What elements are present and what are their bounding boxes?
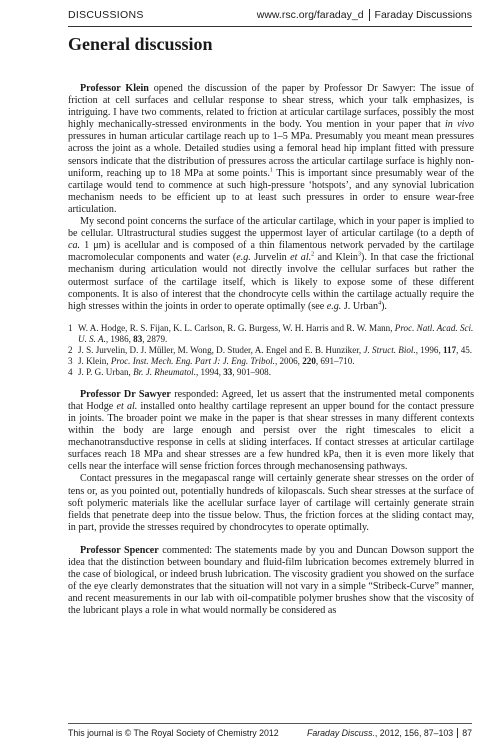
footnote-ref[interactable]: 4: [378, 300, 382, 307]
ref-pages: , 691–710.: [315, 355, 355, 366]
klein-paragraph-2: [68, 216, 474, 313]
footnote-ref[interactable]: 3: [357, 251, 361, 258]
ref-pages: , 901–908.: [232, 366, 271, 377]
running-footer: [68, 728, 472, 738]
reference-item: [68, 356, 474, 367]
journal-url[interactable]: www.rsc.org/faraday_d: [256, 9, 364, 21]
spencer-paragraph-1: [68, 545, 474, 618]
sawyer-paragraph-1: [68, 389, 474, 474]
reference-number: 3: [68, 355, 73, 366]
italic-run: e.g.: [236, 252, 251, 264]
ref-volume: 83: [133, 333, 143, 344]
italic-run: et al.: [116, 400, 138, 412]
ref-volume: 33: [223, 366, 233, 377]
ref-year: , 1996,: [415, 344, 444, 355]
reference-item: [68, 345, 474, 356]
text-run: pressures in human articular cartilage reach up to 1–5 MPa. Presumably you meant mean pressures across the joint as a whole. Detailed studies using a femoral head hip implant fitted with pressure sensors indicate that the distribution of pressures across the articular cartilage surface is highly non-uniform, reaching up to 18 MPa at some points.: [68, 131, 474, 179]
text-run: ). In that case the frictional mechanism during articulation would not directly involve the cellular surfaces but rather the outermost surface of the cartilage itself, which is likely to expose some of these different components. It is also of interest that the chondrocyte cells within the cartilage actually require the high stresses within the joints in order to operate optimally (see: [68, 252, 474, 312]
text-run: opened the discussion of the paper by Professor Dr Sawyer: The issue of friction at cell surfaces and cellular response to shear stress, which your talk emphasizes, is intriguing. I have two comments, related to friction at articular cartilage surfaces, possibly the most highly mechanically-stressed environments in the body. You mention in your paper that: [68, 83, 474, 131]
running-header: [68, 7, 472, 23]
footnote-ref[interactable]: 2: [311, 251, 315, 258]
text-run: My second point concerns the surface of the articular cartilage, which in your paper is implied to be cellular. Ultrastructural studies suggest the uppermost layer of articular cartilage (to a depth of: [68, 216, 474, 240]
journal-name: Faraday Discussions: [374, 9, 472, 21]
section-label: DISCUSSIONS: [68, 9, 144, 21]
text-run: This is important since presumably wear of the cartilage would tend to commence at such high-pressure ‘hotspots’, and any synovial lubrication mechanism needs to be efficient up to at least such pressures in order to ensure wear-free articulation.: [68, 167, 474, 215]
text-run: 1 μm) is acellular and is composed of a thin filamentous network pervaded by the cartilage macromolecular components and water (: [68, 240, 474, 264]
header-right: [257, 9, 472, 21]
citation-journal: Faraday Discuss.: [306, 728, 375, 738]
reference-item: [68, 367, 474, 378]
ref-year: , 2006,: [274, 355, 303, 366]
text-run: Jurvelin: [250, 252, 291, 264]
ref-authors: J. S. Jurvelin, D. J. Müller, M. Wong, D. Studer, A. Engel and E. B. Hunziker,: [78, 344, 364, 355]
page-title: General discussion: [68, 34, 213, 54]
page-number: 87: [462, 728, 472, 738]
italic-run: et al.: [290, 252, 312, 264]
ref-journal: Proc. Natl. Acad. Sci. U. S. A.: [78, 322, 474, 344]
italic-run: e.g.: [326, 300, 342, 312]
speaker-name: Professor Spencer: [80, 544, 159, 556]
footer-citation: [307, 728, 472, 738]
footer-rule: [68, 723, 472, 724]
reference-number: 4: [68, 366, 73, 377]
ref-authors: J. Klein,: [78, 355, 111, 366]
ref-volume: 220: [302, 355, 316, 366]
ref-pages: , 45.: [456, 344, 473, 355]
ref-pages: , 2879.: [142, 333, 168, 344]
sawyer-paragraph-2: Contact pressures in the megapascal range will certainly generate shear stresses on the order of tens or, as you pointed out, potentially hundreds of kilopascals. Such shear stresses at the surface of soft polymeric materials like the acellular surface layer of cartilage will certainly generate strain fields that penetrate deep into the tissue below. Thus, the friction forces at the sliding contact may, in part, provide the stresses required by chondrocytes to operate optimally.: [68, 473, 474, 533]
copyright-notice: This journal is © The Royal Society of Chemistry 2012: [68, 728, 279, 738]
text-run: ).: [381, 300, 387, 312]
text-run: and Klein: [314, 252, 358, 264]
ref-journal: Proc. Inst. Mech. Eng. Part J: J. Eng. Tribol.: [110, 355, 275, 366]
ref-authors: W. A. Hodge, R. S. Fijan, K. L. Carlson, R. G. Burgess, W. H. Harris and R. W. Mann,: [78, 322, 395, 333]
ref-authors: J. P. G. Urban,: [78, 366, 134, 377]
reference-item: [68, 323, 474, 345]
klein-paragraph-1: [68, 83, 474, 216]
text-run: commented: The statements made by you and Duncan Dowson support the idea that the distinction between boundary and fluid-film lubrication becomes extremely blurred in the case of biological, or indeed brush lubrication. The viscosity gradient you showed on the surface of the eye clearly demonstrates that the situation will not vary in a simple “Stribeck-Curve” manner, and recent measurements in our lab with oil-compatible polymer brushes show that the viscosity of the lubricant plays a role in what would normally be considered as: [68, 544, 474, 617]
reference-number: 2: [68, 344, 73, 355]
text-run: J. Urban: [341, 300, 379, 312]
reference-list: [68, 323, 474, 378]
text-run: responded: Agreed, let us assert that the instrumented metal components that Hodge: [68, 388, 474, 412]
footer-divider: [457, 728, 458, 738]
reference-number: 1: [68, 322, 73, 333]
ref-journal: J. Struct. Biol.: [363, 344, 416, 355]
article-body: [68, 83, 474, 617]
ref-year: , 1994,: [195, 366, 224, 377]
speaker-name: Professor Dr Sawyer: [80, 388, 171, 400]
ref-journal: Br. J. Rheumatol.: [133, 366, 196, 377]
footnote-ref[interactable]: 1: [269, 167, 273, 174]
text-run: installed onto healthy cartilage represent an upper bound for the contact pressure in joints. The broader point we make in the paper is that shear stresses in many different contexts within the body are large enough and persist over the right timescales to elicit a mechanotransductive response in cells at sliding interfaces. If contact stresses at articular cartilage surfaces reach 18 MPa and shear stresses are a few hundred kPa, then it is even more likely that cells near the interface will sense friction forces through mechanosensing pathways.: [68, 400, 475, 473]
ref-year: , 1986,: [105, 333, 134, 344]
italic-run: ca.: [68, 240, 81, 252]
citation-details: , 2012, 156, 87–103: [374, 728, 454, 738]
ref-volume: 117: [443, 344, 457, 355]
header-rule: [68, 26, 472, 27]
speaker-name: Professor Klein: [80, 83, 149, 94]
header-divider: [369, 9, 370, 21]
italic-run: in vivo: [445, 119, 474, 131]
